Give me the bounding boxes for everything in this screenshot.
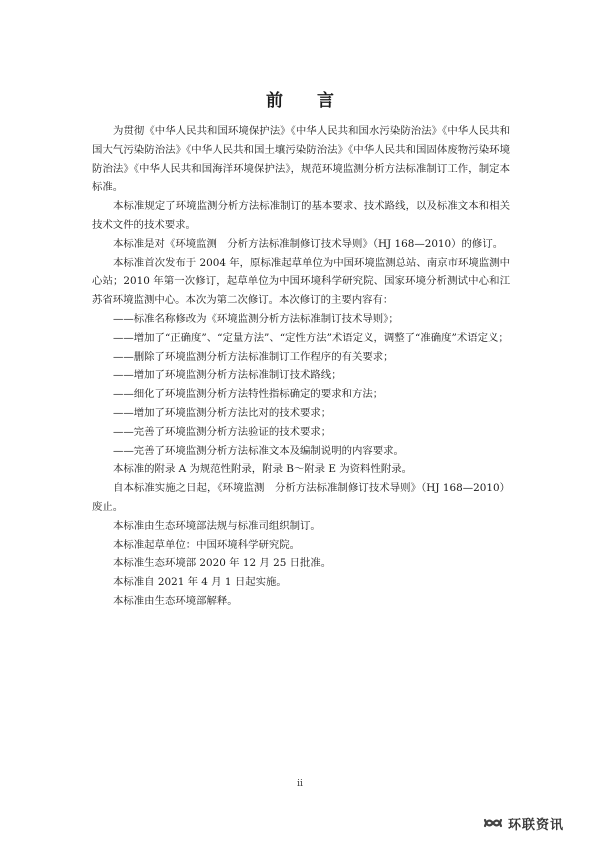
foreword-body <box>92 122 510 611</box>
paragraph-effective: 本标准自 2021 年 4 月 1 日起实施。 <box>113 576 287 589</box>
revision-item: ——细化了环境监测分析方法特性指标确定的要求和方法； <box>113 388 384 401</box>
wechat-channel-icon <box>482 813 504 833</box>
paragraph-scope: 本标准规定了环境监测分析方法标准制订的基本要求、技术路线，以及标准文本和相关技术文件的技术要求。 <box>92 200 510 231</box>
revision-item: ——增加了环境监测分析方法标准制订技术路线； <box>113 369 342 382</box>
revision-item: ——删除了环境监测分析方法标准制订工作程序的有关要求； <box>113 350 394 363</box>
page-number: ii <box>297 779 303 789</box>
revision-item: ——完善了环境监测分析方法标准文本及编制说明的内容要求。 <box>113 444 404 457</box>
paragraph-approval: 本标准生态环境部 2020 年 12 月 25 日批准。 <box>113 557 332 570</box>
paragraph-organizer: 本标准由生态环境部法规与标准司组织制订。 <box>113 519 321 532</box>
revision-item: ——标准名称修改为《环境监测分析方法标准制订技术导则》； <box>113 312 399 325</box>
revision-item: ——增加了环境监测分析方法比对的技术要求； <box>113 406 332 419</box>
paragraph-revision-of: 本标准是对《环境监测 分析方法标准制修订技术导则》（HJ 168—2010）的修订。 <box>113 237 504 250</box>
revision-item: ——增加了“正确度”、“定量方法”、“定性方法”术语定义，调整了“准确度”术语定义； <box>113 331 509 344</box>
paragraph-purpose: 为贯彻《中华人民共和国环境保护法》《中华人民共和国水污染防治法》《中华人民共和国大气污染防治法》《中华人民共和国土壤污染防治法》《中华人民共和国固体废物污染环境防治法》《中华人民共和国海洋环境保护法》，规范环境监测分析方法标准制订工作，制定本标准。 <box>92 125 510 194</box>
paragraph-interpretation: 本标准由生态环境部解释。 <box>113 594 238 607</box>
watermark-label: 环联资讯 <box>508 817 565 833</box>
revision-item: ——完善了环境监测分析方法验证的技术要求； <box>113 425 332 438</box>
paragraph-history: 本标准首次发布于 2004 年，原标准起草单位为中国环境监测总站、南京市环境监测中心站；2010 年第一次修订，起草单位为中国环境科学研究院、国家环境分析测试中心和江苏省环境监测中心。本次为第二次修订。本次修订的主要内容有： <box>92 256 510 307</box>
page-title: 前 言 <box>266 91 348 111</box>
watermark <box>482 811 564 835</box>
paragraph-appendix: 本标准的附录 A 为规范性附录，附录 B～附录 E 为资料性附录。 <box>113 463 413 476</box>
paragraph-drafter: 本标准起草单位：中国环境科学研究院。 <box>113 538 301 551</box>
paragraph-repeal: 自本标准实施之日起，《环境监测 分析方法标准制修订技术导则》（HJ 168—2010）废止。 <box>92 482 510 513</box>
